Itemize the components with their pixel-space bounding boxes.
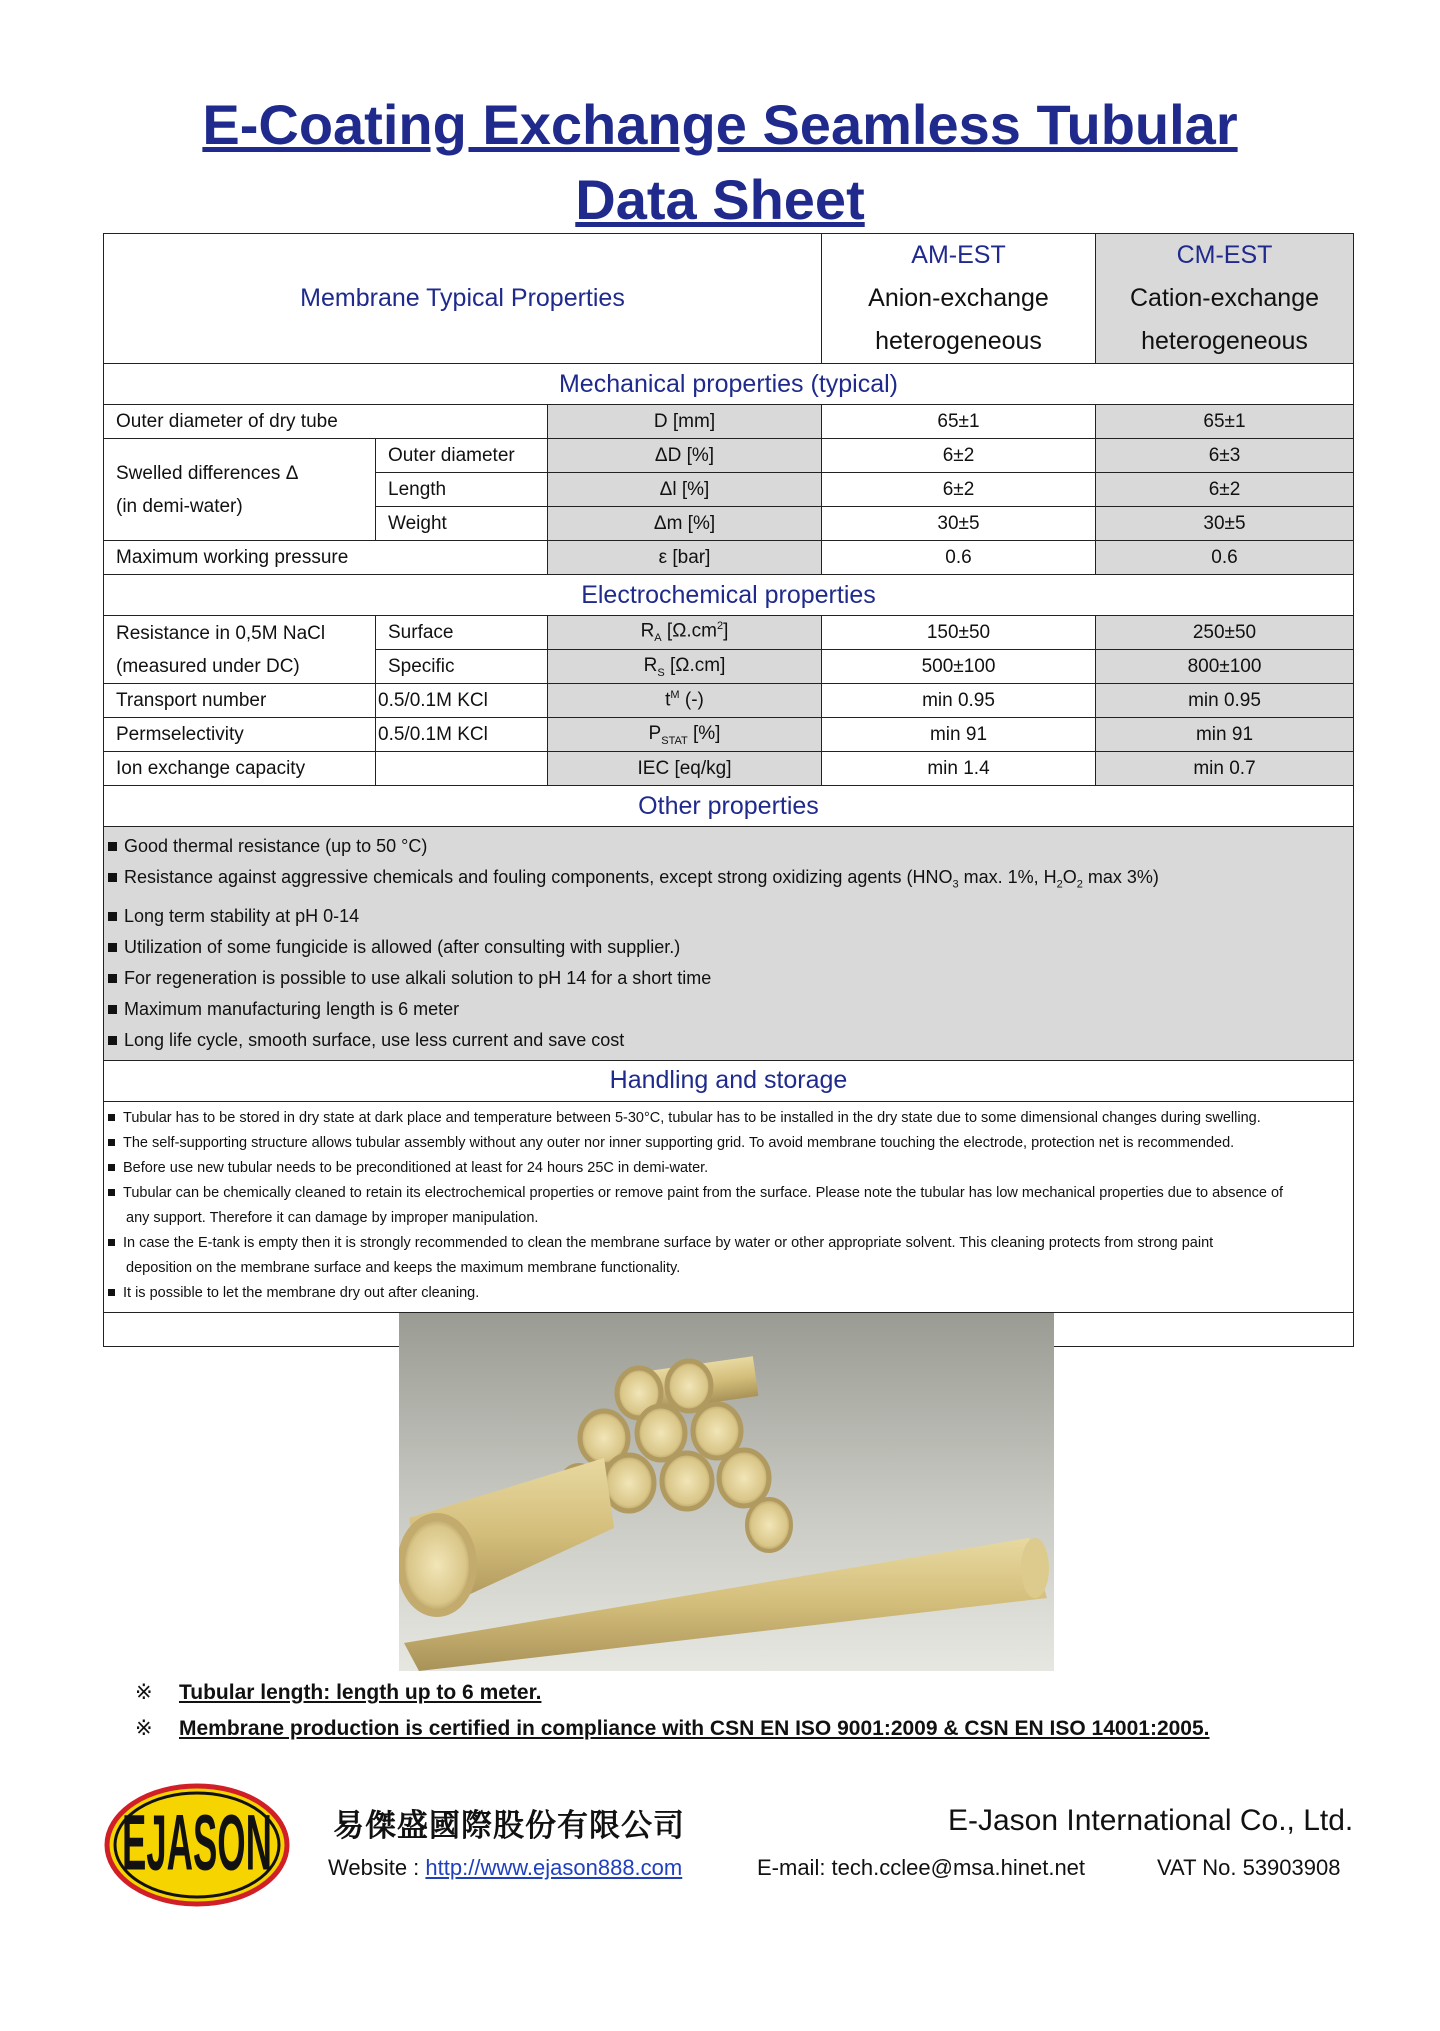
list-item: Tubular has to be stored in dry state at dark place and temperature between 5-30°C, tubular has to be installed in the dry state due to some dimensional changes during swelling. [108,1106,1351,1131]
am-value: 6±2 [822,439,1096,473]
bullet-icon [108,912,117,921]
am-value: 0.6 [822,541,1096,575]
table-row [104,616,1354,650]
list-item: Maximum manufacturing length is 6 meter [108,994,1349,1025]
electrochemical-section-title: Electrochemical properties [104,575,1354,616]
bullet-icon [108,974,117,983]
property-sublabel: Surface [376,616,548,650]
page-subtitle: Data Sheet [575,168,865,231]
cm-value: min 91 [1096,718,1354,752]
am-value: 150±50 [822,616,1096,650]
list-item: In case the E-tank is empty then it is strongly recommended to clean the membrane surface by water or other appropriate solvent. This cleaning protects from strong paint [108,1231,1351,1256]
bullet-icon [108,1289,115,1296]
bullet-icon [108,1005,117,1014]
bullet-icon [108,1036,117,1045]
property-unit: $R_S$ [Ω.cm] [548,650,822,684]
website-link[interactable]: http://www.ejason888.com [425,1855,683,1880]
list-item: Good thermal resistance (up to 50 °C) [108,831,1349,862]
property-unit: $t^M$ (-) [548,684,822,718]
property-unit: IEC [eq/kg] [548,752,822,786]
property-unit: $R_A$ $[\Omega.cm^2]$ [548,616,822,650]
list-item-continued: deposition on the membrane surface and keeps the maximum membrane functionality. [126,1259,681,1276]
vat-number: VAT No. 53903908 [1157,1855,1341,1880]
am-est-header [822,234,1096,364]
property-unit: $P_{STAT}$ [%] [548,718,822,752]
property-label: Maximum working pressure [104,541,548,575]
other-section-title: Other properties [104,786,1354,827]
bullet-icon [108,842,117,851]
list-item: Resistance against aggressive chemicals and fouling components, except strong oxidizing agents ($HNO_3$ max. 1%, $H_2O_2$ max 3%) [108,862,1349,901]
cm-value: 250±50 [1096,616,1354,650]
am-est-code: AM-EST [911,241,1006,269]
cm-value: 65±1 [1096,405,1354,439]
cm-est-code: CM-EST [1176,241,1273,269]
cm-value: 6±3 [1096,439,1354,473]
list-item: Tubular can be chemically cleaned to retain its electrochemical properties or remove paint from the surface. Please note the tubular has low mechanical properties due to absence of [108,1181,1351,1206]
property-unit: D [mm] [548,405,822,439]
page-title: E-Coating Exchange Seamless Tubular [202,93,1238,156]
property-unit: ΔD [%] [548,439,822,473]
property-label: Ion exchange capacity [104,752,376,786]
footnote: ※ Membrane production is certified in compliance with CSN EN ISO 9001:2009 & CSN EN ISO 14001:2005. [135,1711,1210,1747]
bullet-icon [108,1139,115,1146]
property-label: Swelled differences Δ (in demi-water) [104,439,376,541]
property-condition: 0.5/0.1M KCl [376,684,548,718]
email: E-mail: tech.cclee@msa.hinet.net [757,1855,1086,1880]
list-item: Utilization of some fungicide is allowed (after consulting with supplier.) [108,932,1349,963]
reference-mark-icon: ※ [135,1681,153,1704]
cm-est-type: Cation-exchange [1129,284,1319,312]
handling-section-title: Handling and storage [104,1060,1354,1101]
bullet-icon [108,873,117,882]
property-sublabel: Specific [376,650,548,684]
table-row [104,718,1354,752]
property-condition [376,752,548,786]
ejason-logo [104,1783,290,1907]
property-sublabel: Outer diameter [376,439,548,473]
table-row [104,439,1354,473]
list-item: Long life cycle, smooth surface, use less current and save cost [108,1025,1349,1056]
cm-value: 800±100 [1096,650,1354,684]
list-item: It is possible to let the membrane dry out after cleaning. [108,1281,1351,1306]
list-item: The self-supporting structure allows tubular assembly without any outer nor inner supporting grid. To avoid membrane touching the electrode, protection net is recommended. [108,1131,1351,1156]
table-row [104,684,1354,718]
handling-list [104,1101,1354,1312]
property-label: Permselectivity [104,718,376,752]
am-value: min 1.4 [822,752,1096,786]
cm-value: min 0.95 [1096,684,1354,718]
table-row [104,405,1354,439]
mechanical-section-title: Mechanical properties (typical) [104,364,1354,405]
header-row [104,234,1354,364]
am-value: min 0.95 [822,684,1096,718]
list-item-continued: any support. Therefore it can damage by improper manipulation. [126,1209,539,1226]
list-item: For regeneration is possible to use alkali solution to pH 14 for a short time [108,963,1349,994]
property-label: Transport number [104,684,376,718]
reference-mark-icon: ※ [135,1717,153,1740]
property-label: Outer diameter of dry tube [104,405,548,439]
company-name-english: E-Jason International Co., Ltd. [948,1804,1354,1837]
bullet-icon [108,1164,115,1171]
website: Website : http://www.ejason888.com [328,1855,683,1880]
membrane-properties-header: Membrane Typical Properties [104,234,822,364]
property-label: Resistance in 0,5M NaCl (measured under DC) [104,616,376,684]
am-value: 6±2 [822,473,1096,507]
table-row [104,541,1354,575]
property-sublabel: Length [376,473,548,507]
property-unit: Δl [%] [548,473,822,507]
footnotes [135,1675,1210,1747]
product-photo-cell [104,1312,1354,1346]
bullet-icon [108,1239,115,1246]
cm-value: 30±5 [1096,507,1354,541]
am-est-structure: heterogeneous [875,327,1042,355]
bullet-icon [108,1114,115,1121]
cm-value: min 0.7 [1096,752,1354,786]
cm-est-header [1096,234,1354,364]
am-value: 30±5 [822,507,1096,541]
company-name-chinese: 易傑盛國際股份有限公司 [333,1808,685,1843]
cm-value: 6±2 [1096,473,1354,507]
list-item: Before use new tubular needs to be preconditioned at least for 24 hours 25C in demi-water. [108,1156,1351,1181]
svg-text:EJASON: EJASON [122,1798,272,1887]
property-sublabel: Weight [376,507,548,541]
table-row [104,752,1354,786]
am-est-type: Anion-exchange [868,284,1049,312]
am-value: 65±1 [822,405,1096,439]
property-unit: ε [bar] [548,541,822,575]
cm-value: 0.6 [1096,541,1354,575]
footnote: ※ Tubular length: length up to 6 meter. [135,1675,1210,1711]
am-value: min 91 [822,718,1096,752]
list-item: Long term stability at pH 0-14 [108,901,1349,932]
cm-est-structure: heterogeneous [1141,327,1308,355]
am-value: 500±100 [822,650,1096,684]
data-sheet-table [103,233,1354,1347]
bullet-icon [108,943,117,952]
other-properties-list [104,827,1354,1061]
tubular-product-photo [399,1313,1054,1671]
property-unit: Δm [%] [548,507,822,541]
bullet-icon [108,1189,115,1196]
property-condition: 0.5/0.1M KCl [376,718,548,752]
